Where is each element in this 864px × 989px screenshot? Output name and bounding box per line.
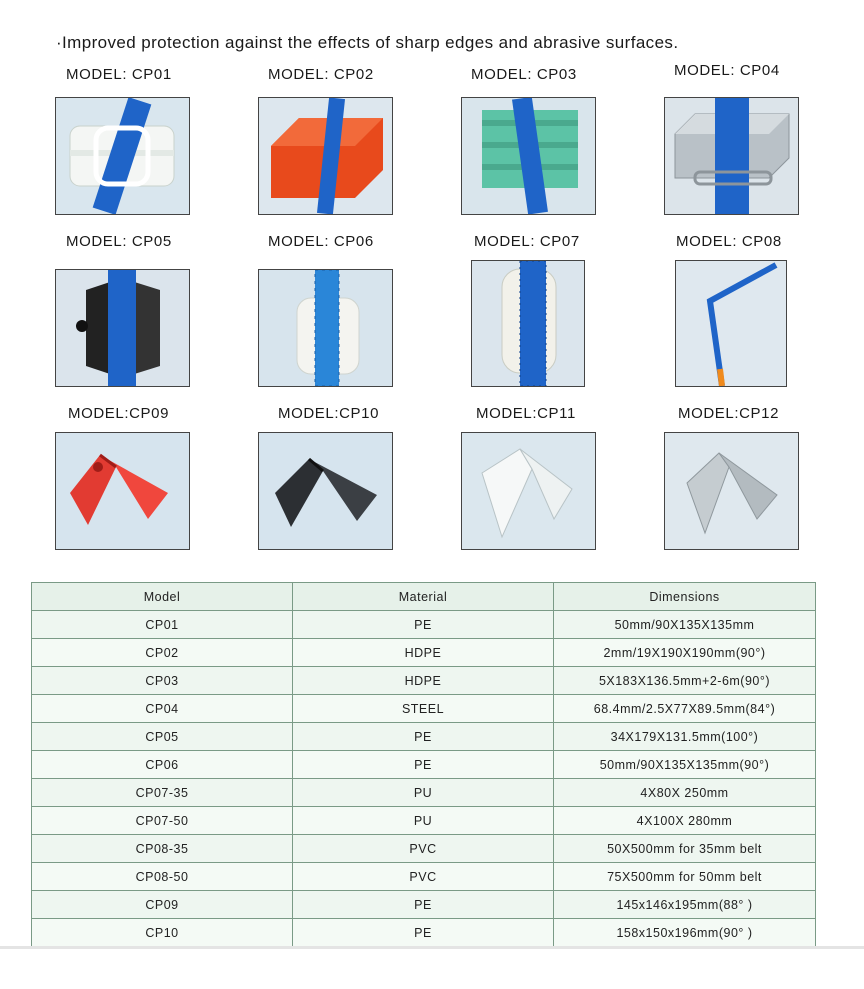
cell-dimensions: 34X179X131.5mm(100°) [554, 723, 816, 751]
white-corner-protector-photo [55, 97, 190, 215]
model-label-cp05: MODEL: CP05 [66, 233, 172, 250]
cell-model: CP05 [32, 723, 293, 751]
model-label-cp06: MODEL: CP06 [268, 233, 374, 250]
table-row [32, 891, 816, 919]
steel-corner-protector-photo [664, 97, 799, 215]
table-row [32, 863, 816, 891]
cell-material: PE [293, 611, 554, 639]
cell-material: PE [293, 891, 554, 919]
cell-dimensions: 4X80X 250mm [554, 779, 816, 807]
cell-model: CP07-35 [32, 779, 293, 807]
model-label-cp11: MODEL:CP11 [476, 405, 576, 422]
header-dimensions: Dimensions [554, 583, 816, 611]
green-corner-protector-photo [461, 97, 596, 215]
model-label-cp01: MODEL: CP01 [66, 66, 172, 83]
cell-dimensions: 50mm/90X135X135mm [554, 611, 816, 639]
cell-model: CP02 [32, 639, 293, 667]
white-corner-protector-photo [258, 269, 393, 387]
table-row [32, 639, 816, 667]
cell-dimensions: 2mm/19X190X190mm(90°) [554, 639, 816, 667]
cell-material: PE [293, 723, 554, 751]
specification-table [31, 582, 816, 947]
cell-model: CP03 [32, 667, 293, 695]
table-row [32, 835, 816, 863]
cell-model: CP10 [32, 919, 293, 947]
header-model: Model [32, 583, 293, 611]
table-row [32, 695, 816, 723]
black-corner-protector-photo [258, 432, 393, 550]
table-row [32, 611, 816, 639]
table-row [32, 723, 816, 751]
model-label-cp10: MODEL:CP10 [278, 405, 380, 422]
model-label-cp03: MODEL: CP03 [471, 66, 577, 83]
model-label-cp12: MODEL:CP12 [678, 405, 780, 422]
cell-material: PU [293, 807, 554, 835]
cell-model: CP01 [32, 611, 293, 639]
cell-dimensions: 68.4mm/2.5X77X89.5mm(84°) [554, 695, 816, 723]
cell-model: CP08-35 [32, 835, 293, 863]
headline: ·Improved protection against the effects of sharp edges and abrasive surfaces. [56, 33, 679, 52]
cell-dimensions: 158x150x196mm(90° ) [554, 919, 816, 947]
model-label-cp09: MODEL:CP09 [68, 405, 170, 422]
table-row [32, 779, 816, 807]
cell-material: PVC [293, 863, 554, 891]
cell-model: CP07-50 [32, 807, 293, 835]
table-header-row [32, 583, 816, 611]
cell-dimensions: 145x146x195mm(88° ) [554, 891, 816, 919]
cell-model: CP06 [32, 751, 293, 779]
cell-dimensions: 50mm/90X135X135mm(90°) [554, 751, 816, 779]
metal-corner-protector-photo [664, 432, 799, 550]
bottom-divider [0, 946, 864, 949]
table-row [32, 667, 816, 695]
cell-material: PE [293, 751, 554, 779]
cell-material: HDPE [293, 667, 554, 695]
table-row [32, 919, 816, 947]
red-corner-protector-photo [55, 432, 190, 550]
cell-dimensions: 5X183X136.5mm+2-6m(90°) [554, 667, 816, 695]
cell-model: CP08-50 [32, 863, 293, 891]
cell-dimensions: 50X500mm for 35mm belt [554, 835, 816, 863]
model-label-cp07: MODEL: CP07 [474, 233, 580, 250]
cell-material: HDPE [293, 639, 554, 667]
white-sleeve-protector-photo [471, 260, 585, 387]
pvc-edge-protector-photo [675, 260, 787, 387]
orange-corner-protector-photo [258, 97, 393, 215]
cell-model: CP04 [32, 695, 293, 723]
cell-model: CP09 [32, 891, 293, 919]
table-row [32, 807, 816, 835]
cell-material: PU [293, 779, 554, 807]
table-row [32, 751, 816, 779]
model-label-cp04: MODEL: CP04 [674, 62, 780, 79]
cell-material: PVC [293, 835, 554, 863]
header-material: Material [293, 583, 554, 611]
cell-dimensions: 75X500mm for 50mm belt [554, 863, 816, 891]
cell-dimensions: 4X100X 280mm [554, 807, 816, 835]
clear-corner-protector-photo [461, 432, 596, 550]
model-label-cp02: MODEL: CP02 [268, 66, 374, 83]
cell-material: PE [293, 919, 554, 947]
cell-material: STEEL [293, 695, 554, 723]
black-corner-protector-photo [55, 269, 190, 387]
model-label-cp08: MODEL: CP08 [676, 233, 782, 250]
